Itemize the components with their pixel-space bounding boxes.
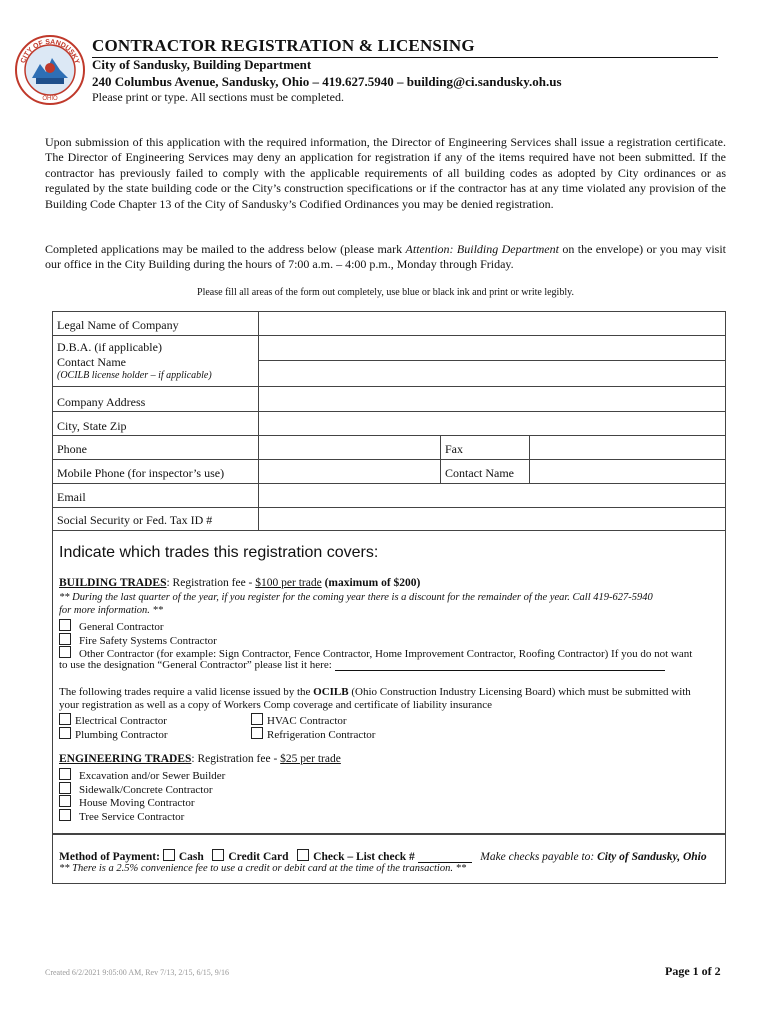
department-name: City of Sandusky, Building Department (92, 57, 312, 72)
electrical-option: Electrical Contractor (59, 713, 167, 727)
tree-service-checkbox[interactable] (59, 809, 71, 821)
hvac-option: HVAC Contractor (251, 713, 347, 727)
mailing-paragraph: Completed applications may be mailed to the address below (please mark Attention: Building Department on the envelope) or you may visit our office in the City Building during the hours of 7:00 a.m. – 4:00 p.m., Monday through Friday. (45, 242, 726, 272)
city-state-zip-field[interactable] (259, 412, 726, 436)
ocilb-text-1: The following trades require a valid license issued by the OCILB (Ohio Construction Industry Licensing Board) which must be submitted with (59, 686, 691, 698)
payment-label: Method of Payment: (59, 851, 160, 863)
email-field[interactable] (259, 484, 726, 508)
building-trades-line: BUILDING TRADES: Registration fee - $100 per trade (maximum of $200) (59, 577, 421, 589)
credit-card-checkbox[interactable] (212, 849, 224, 861)
house-moving-checkbox[interactable] (59, 795, 71, 807)
building-note-2: for more information. ** (59, 605, 164, 616)
electrical-checkbox[interactable] (59, 713, 71, 725)
legal-name-field[interactable] (259, 312, 726, 336)
dba-label: D.B.A. (if applicable) (57, 340, 162, 354)
mobile-phone-label: Mobile Phone (for inspector’s use) (53, 460, 259, 484)
trades-section (52, 529, 726, 834)
instruction-text: Please print or type. All sections must be completed. (92, 90, 344, 104)
seal-text-top: CITY OF SANDUSKY (19, 38, 81, 65)
ocilb-text-2: your registration as well as a copy of Workers Comp coverage and certificate of liability insurance (59, 699, 492, 711)
payment-section (52, 834, 726, 884)
cash-checkbox[interactable] (163, 849, 175, 861)
company-address-label: Company Address (53, 387, 259, 412)
tax-id-label: Social Security or Fed. Tax ID # (53, 508, 259, 531)
fire-safety-checkbox[interactable] (59, 633, 71, 645)
refrigeration-checkbox[interactable] (251, 727, 263, 739)
phone-field[interactable] (259, 436, 441, 460)
intro-paragraph: Upon submission of this application with the required information, the Director of Engineering Services shall issue a registration certificate. The Director of Engineering Services may deny an application for registration if any of the items required have not been submitted. If the contractor has previously failed to comply with the applicable requirements of all building codes as adopted by City ordinances or as regulated by the state building code or the City’s construction specifications or if the contractor has at any time violated any provision of the Building Code Chapter 13 of the City of Sandusky’s Codified Ordinances you may be denied registration. (45, 135, 726, 211)
payment-line: Method of Payment: Cash Credit Card Check – List check # Make checks payable to: City of Sandusky, Ohio (59, 851, 707, 863)
other-contractor-field[interactable] (335, 670, 665, 671)
refrigeration-option: Refrigeration Contractor (251, 727, 375, 741)
other-contractor-checkbox[interactable] (59, 646, 71, 658)
contact-name-field[interactable] (259, 361, 725, 386)
excavation-checkbox[interactable] (59, 768, 71, 780)
payment-fee-note: ** There is a 2.5% convenience fee to use a credit or debit card at the time of the transaction. ** (59, 863, 467, 874)
engineering-trades-line: ENGINEERING TRADES: Registration fee - $25 per trade (59, 753, 341, 765)
excavation-option: Excavation and/or Sewer Builder (59, 768, 225, 782)
email-label: Email (53, 484, 259, 508)
tree-service-option: Tree Service Contractor (59, 809, 184, 823)
house-moving-option: House Moving Contractor (59, 795, 194, 809)
department-address: 240 Columbus Avenue, Sandusky, Ohio – 419.627.5940 – building@ci.sandusky.oh.us (92, 74, 562, 89)
general-contractor-checkbox[interactable] (59, 619, 71, 631)
mobile-phone-field[interactable] (259, 460, 441, 484)
check-checkbox[interactable] (297, 849, 309, 861)
engineering-trades-label: ENGINEERING TRADES (59, 753, 192, 765)
plumbing-option: Plumbing Contractor (59, 727, 168, 741)
fax-field[interactable] (530, 436, 726, 460)
sidewalk-checkbox[interactable] (59, 782, 71, 794)
legal-name-label: Legal Name of Company (53, 312, 259, 336)
sidewalk-option: Sidewalk/Concrete Contractor (59, 782, 213, 796)
fax-label: Fax (441, 436, 530, 460)
building-trades-label: BUILDING TRADES (59, 577, 167, 589)
company-address-field[interactable] (259, 387, 726, 412)
city-state-zip-label: City, State Zip (53, 412, 259, 436)
page-title: CONTRACTOR REGISTRATION & LICENSING (92, 36, 718, 58)
other-contractor-line-2: to use the designation “General Contractor” please list it here: (59, 659, 665, 671)
city-seal-logo (14, 34, 86, 106)
phone-label: Phone (53, 436, 259, 460)
plumbing-checkbox[interactable] (59, 727, 71, 739)
contact-name2-field[interactable] (530, 460, 726, 484)
page-number: Page 1 of 2 (665, 964, 721, 978)
trades-heading: Indicate which trades this registration covers: (59, 544, 379, 561)
dba-contact-label (53, 336, 259, 387)
company-info-table (52, 311, 726, 531)
contact-name-label: Contact Name (57, 355, 126, 369)
building-note-1: ** During the last quarter of the year, if you register for the coming year there is a discount for the remainder of the year. Call 419-627-5940 (59, 592, 653, 603)
tax-id-field[interactable] (259, 508, 726, 531)
form-note: Please fill all areas of the form out completely, use blue or black ink and print or write legibly. (197, 287, 574, 298)
dba-field[interactable] (259, 336, 725, 361)
attention-text: Attention: Building Department (405, 242, 559, 256)
other-contractor-option: Other Contractor (for example: Sign Contractor, Fence Contractor, Home Improvement Contractor, Roofing Contractor) If you do not want (59, 646, 692, 660)
fire-safety-option: Fire Safety Systems Contractor (59, 633, 217, 647)
hvac-checkbox[interactable] (251, 713, 263, 725)
seal-text-bottom: OHIO (42, 96, 58, 102)
contact-note: (OCILB license holder – if applicable) (57, 370, 212, 381)
contact-name2-label: Contact Name (441, 460, 530, 484)
general-contractor-option: General Contractor (59, 619, 164, 633)
revision-note: Created 6/2/2021 9:05:00 AM, Rev 7/13, 2/15, 6/15, 9/16 (45, 968, 229, 977)
